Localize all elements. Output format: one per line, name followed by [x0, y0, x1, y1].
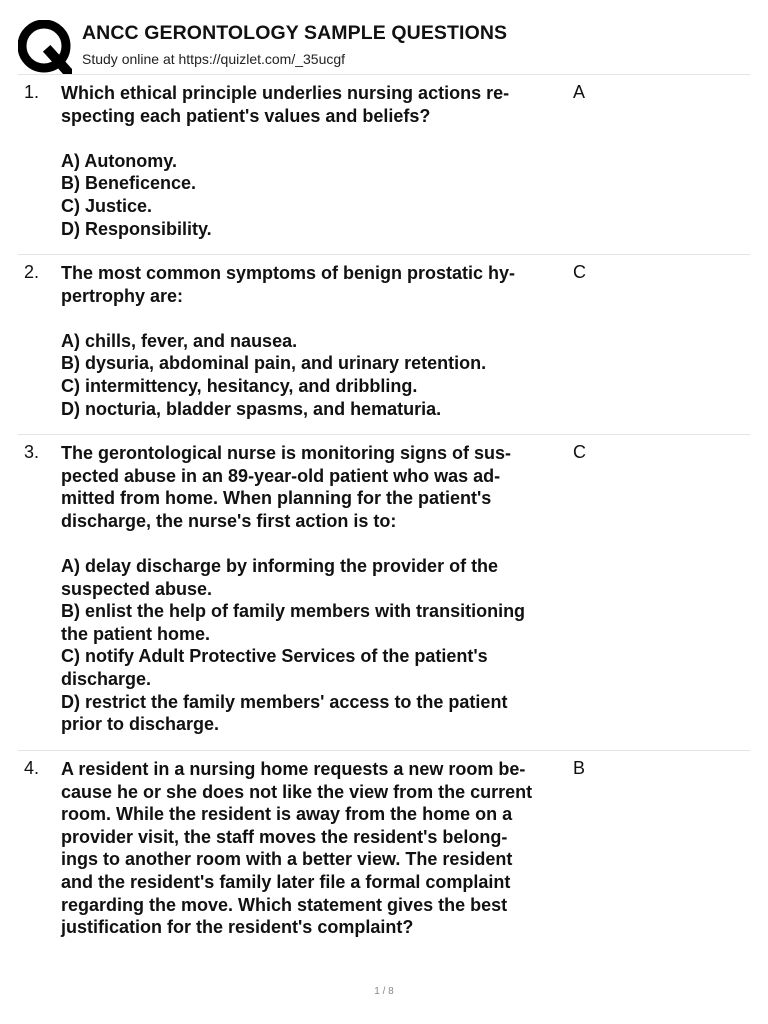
blank-line [61, 532, 571, 555]
blank-line [61, 307, 571, 330]
option-c: C) notify Adult Protective Services of the patient's [61, 646, 488, 667]
option-a: A) delay discharge by informing the provider of the [61, 555, 499, 576]
question-text [61, 262, 571, 420]
question-line: Which ethical principle underlies nursing actions re- [61, 83, 510, 103]
question-line: justification for the resident's complaint? [61, 917, 414, 938]
question-line: provider visit, the staff moves the resident's belong- [61, 826, 508, 847]
question-line: regarding the move. Which statement gives the best [61, 894, 508, 915]
question-text [61, 758, 571, 939]
divider [18, 750, 750, 751]
question-line: cause he or she does not like the view from the current [61, 781, 533, 802]
question-number: 2. [24, 262, 40, 282]
question-line: specting each patient's values and beliefs? [61, 105, 431, 126]
option-b: B) enlist the help of family members with transitioning [61, 601, 526, 622]
document-title: ANCC GERONTOLOGY SAMPLE QUESTIONS [82, 22, 508, 44]
answer-key: C [573, 262, 586, 282]
answer-key: A [573, 82, 586, 102]
question-line: discharge, the nurse's first action is to: [61, 510, 397, 531]
option-d: D) nocturia, bladder spasms, and hematuria. [61, 398, 442, 419]
option-b-cont: the patient home. [61, 623, 211, 644]
answer-key: B [573, 758, 586, 778]
question-number: 4. [24, 758, 40, 778]
divider [18, 254, 750, 255]
divider [18, 74, 750, 75]
question-line: pertrophy are: [61, 285, 184, 306]
option-b: B) dysuria, abdominal pain, and urinary retention. [61, 353, 487, 374]
blank-line [61, 127, 571, 150]
divider [18, 434, 750, 435]
question-line: The most common symptoms of benign prostatic hy- [61, 263, 516, 283]
option-a-cont: suspected abuse. [61, 578, 213, 599]
question-line: ings to another room with a better view. The resident [61, 849, 513, 870]
option-b: B) Beneficence. [61, 173, 197, 194]
question-text [61, 82, 571, 240]
study-link[interactable]: Study online at https://quizlet.com/_35ucgf [82, 51, 346, 67]
option-d: D) restrict the family members' access to the patient [61, 691, 508, 712]
answer-key: C [573, 442, 586, 462]
question-line: room. While the resident is away from the home on a [61, 804, 513, 825]
option-d: D) Responsibility. [61, 218, 212, 239]
question-line: mitted from home. When planning for the patient's [61, 488, 492, 509]
quizlet-logo-icon [18, 20, 72, 74]
question-line: A resident in a nursing home requests a new room be- [61, 759, 526, 779]
option-c: C) intermittency, hesitancy, and dribbling. [61, 375, 418, 396]
option-a: A) chills, fever, and nausea. [61, 330, 298, 351]
page-header [0, 0, 768, 74]
option-c: C) Justice. [61, 195, 153, 216]
question-text [61, 442, 571, 736]
question-line: The gerontological nurse is monitoring signs of sus- [61, 443, 512, 463]
question-line: and the resident's family later file a formal complaint [61, 871, 511, 892]
question-number: 3. [24, 442, 40, 462]
option-d-cont: prior to discharge. [61, 714, 220, 735]
question-line: pected abuse in an 89-year-old patient who was ad- [61, 465, 501, 486]
option-c-cont: discharge. [61, 668, 152, 689]
question-number: 1. [24, 82, 40, 102]
option-a: A) Autonomy. [61, 150, 177, 171]
page-indicator: 1 / 8 [374, 986, 394, 997]
